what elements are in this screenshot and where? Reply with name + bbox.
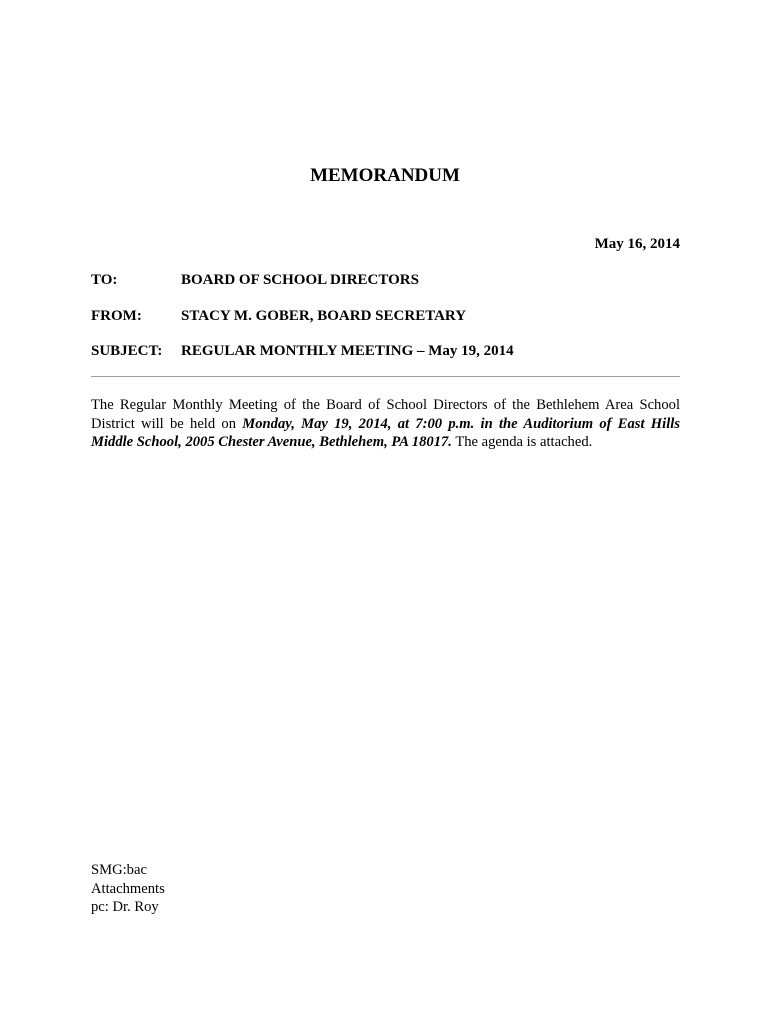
- subject-value: REGULAR MONTHLY MEETING – May 19, 2014: [181, 343, 514, 359]
- from-label: FROM:: [91, 308, 142, 324]
- from-value: STACY M. GOBER, BOARD SECRETARY: [181, 308, 467, 324]
- header-divider: [91, 376, 680, 377]
- to-value: BOARD OF SCHOOL DIRECTORS: [181, 272, 419, 288]
- memo-title: MEMORANDUM: [310, 165, 460, 186]
- body-intro: The Regular Monthly Meeting of the Board of School Directors of the Bethlehem Area School District will be held on: [91, 397, 680, 432]
- footer-pc: pc: Dr. Roy: [91, 899, 159, 915]
- footer-attachments: Attachments: [91, 880, 165, 897]
- memo-body-paragraph: [91, 396, 680, 452]
- subject-label: SUBJECT:: [91, 343, 163, 359]
- subject-row: [91, 343, 514, 360]
- memo-date: May 16, 2014: [594, 236, 680, 252]
- to-row: [91, 272, 419, 289]
- body-closing: The agenda is attached.: [451, 434, 593, 450]
- from-row: [91, 308, 466, 325]
- body-meeting-details: Monday, May 19, 2014, at 7:00 p.m. in the Auditorium of East Hills Middle School, 2005 Chester Avenue, Bethlehem, PA 18017.: [91, 415, 680, 450]
- memo-footer: [91, 861, 165, 917]
- to-label: TO:: [91, 272, 118, 288]
- footer-initials: SMG:bac: [91, 862, 147, 878]
